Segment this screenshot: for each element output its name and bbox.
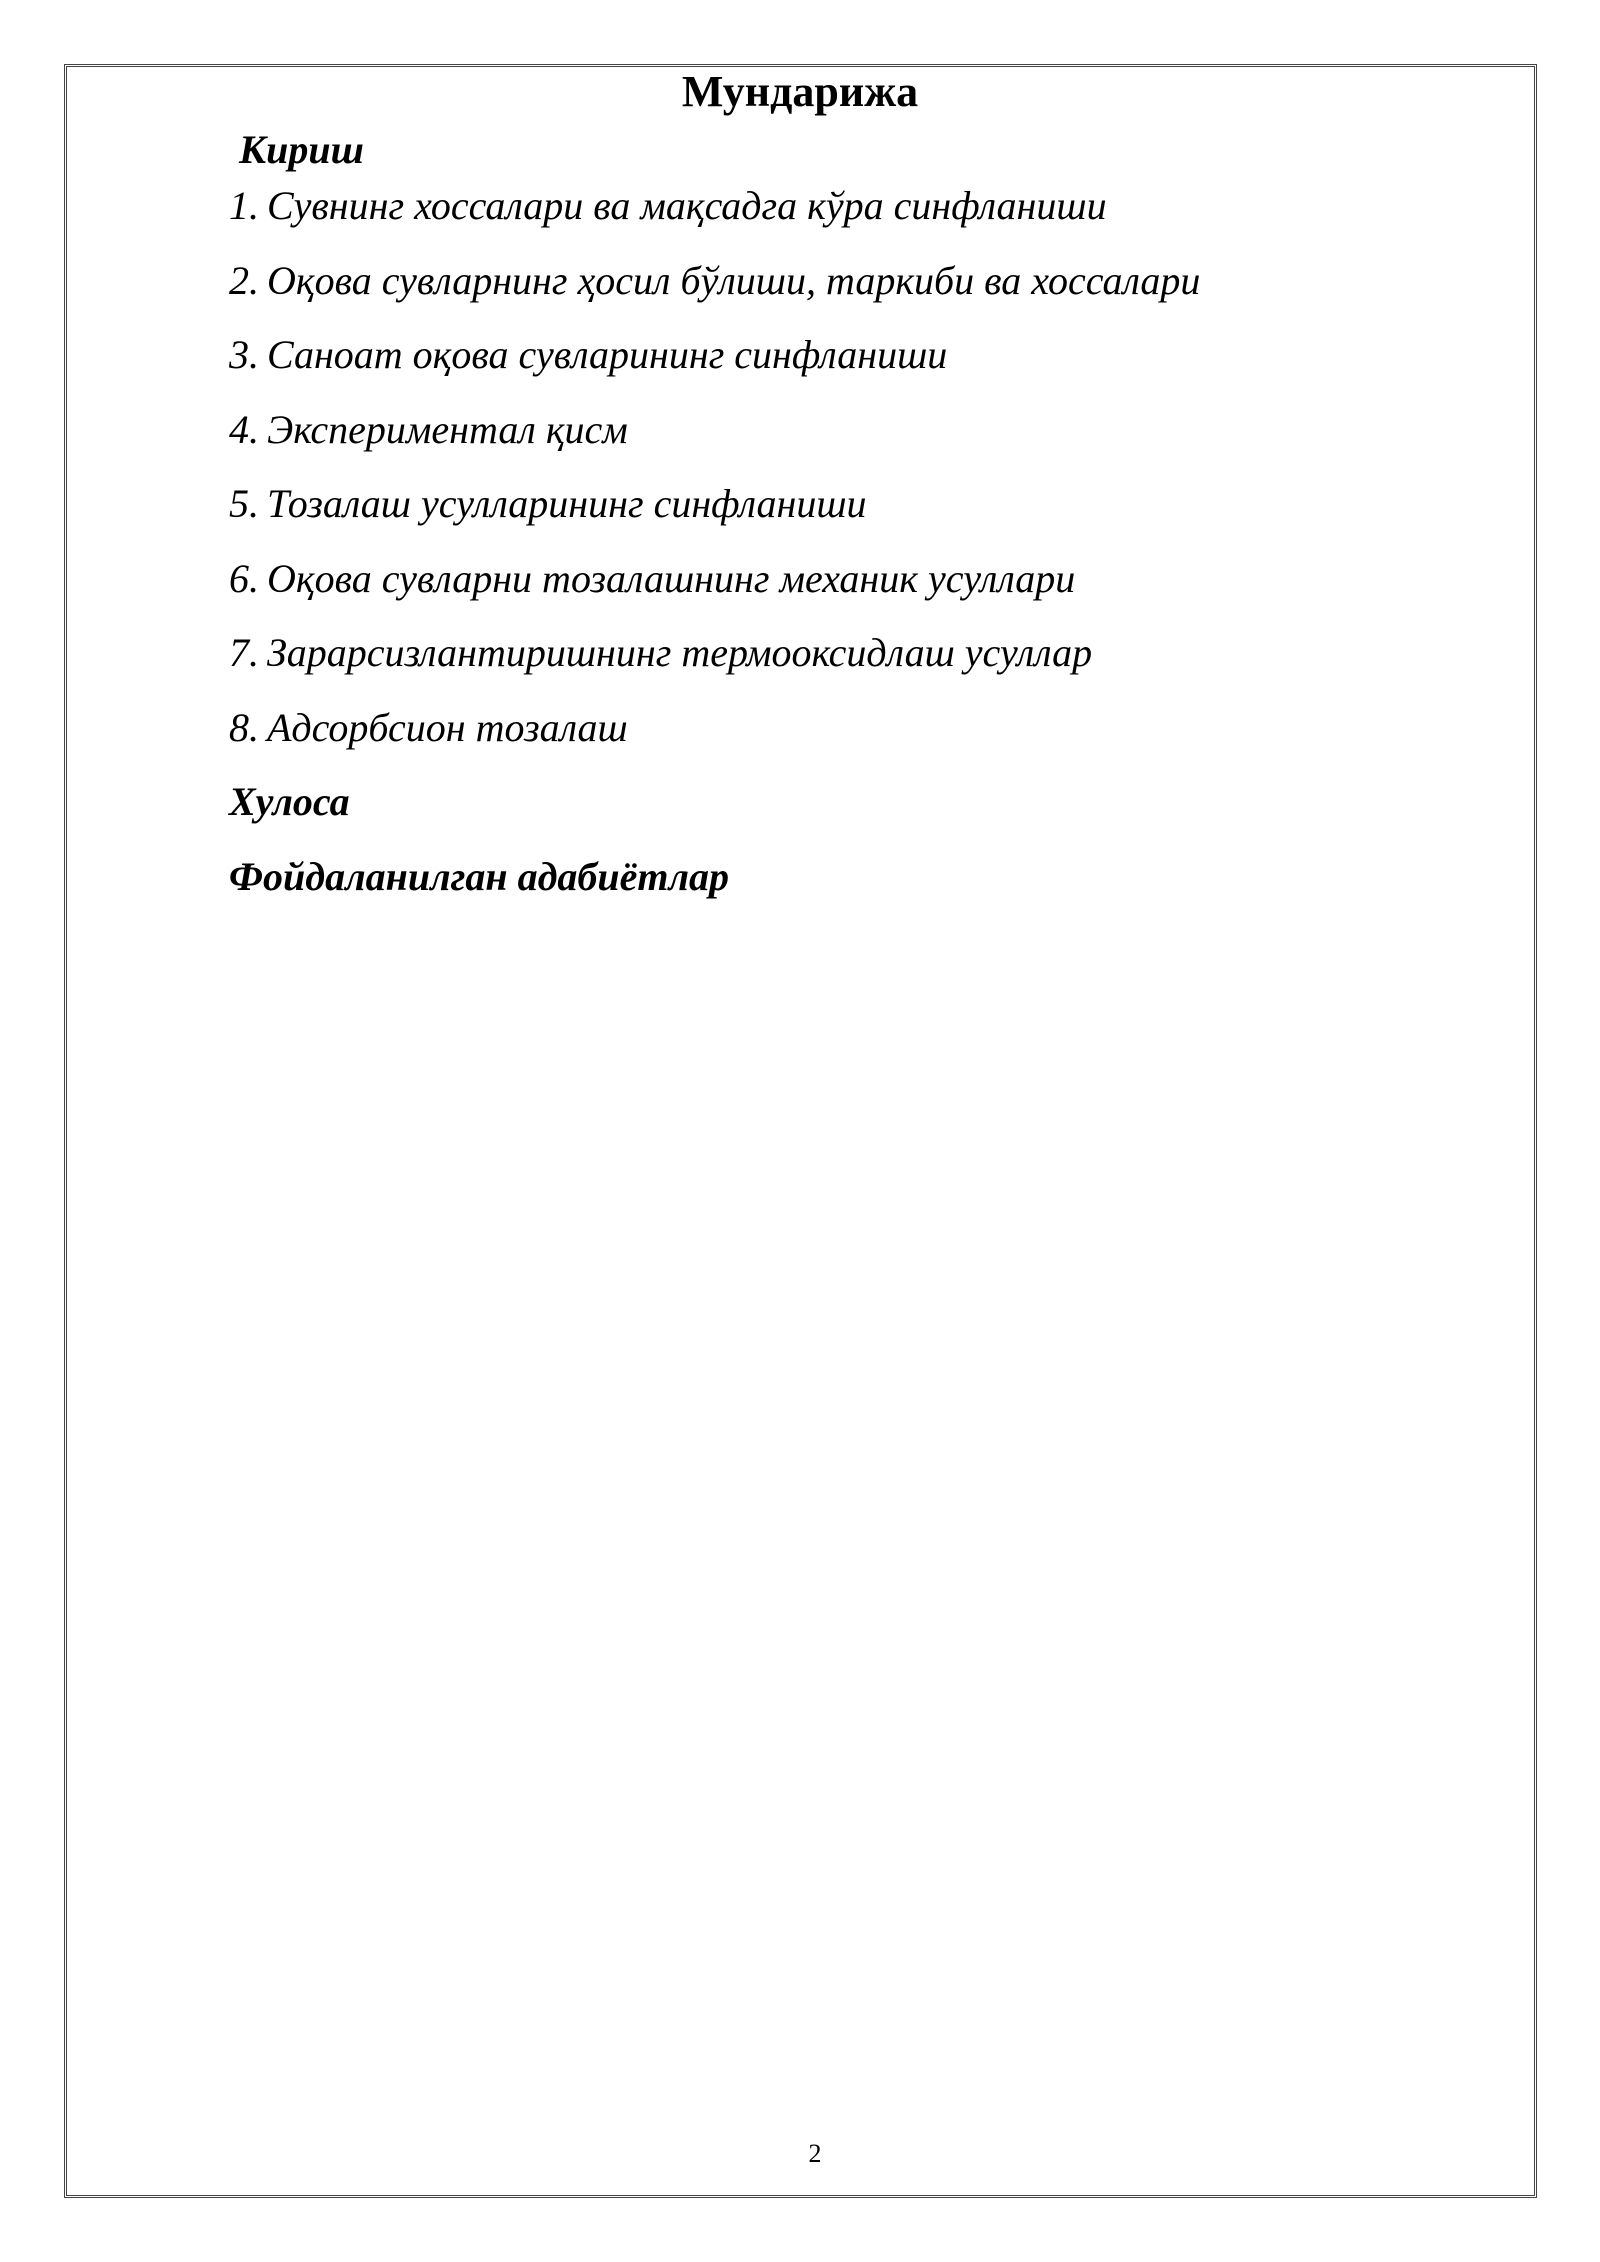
toc-item-number: 4. — [229, 406, 259, 452]
toc-item-label: Адсорбсион тозалаш — [267, 704, 628, 750]
toc-intro: Кириш — [239, 127, 364, 172]
toc-item-label: Экспериментал қисм — [267, 406, 628, 452]
toc-item — [229, 625, 1429, 700]
toc-item-number: 1. — [229, 183, 259, 228]
toc-item — [229, 178, 1429, 253]
page-title: Мундарижа — [681, 67, 919, 116]
toc-item-number: 6. — [229, 555, 259, 601]
toc-item — [229, 327, 1429, 402]
toc-references: Фойдаланилган адабиётлар — [229, 853, 730, 899]
toc-item-number: 2. — [229, 257, 259, 303]
table-of-contents — [229, 122, 1429, 923]
toc-list — [229, 178, 1429, 774]
toc-item — [229, 253, 1429, 328]
toc-item — [229, 402, 1429, 477]
toc-item-label: Тозалаш усулларининг синфланиши — [267, 481, 867, 526]
toc-conclusion: Хулоса — [229, 779, 350, 824]
toc-item-number: 7. — [229, 630, 259, 675]
toc-item — [229, 700, 1429, 775]
toc-item-label: Оқова сувларни тозалашнинг механик усуллари — [267, 555, 1076, 601]
toc-item — [229, 476, 1429, 551]
toc-item-number: 3. — [229, 332, 259, 377]
toc-item-number: 5. — [229, 481, 259, 526]
toc-item-label: Сувнинг хоссалари ва мақсадга кўра синфланиши — [267, 183, 1107, 228]
toc-item-label: Оқова сувларнинг ҳосил бўлиши, таркиби ва хоссалари — [267, 257, 1201, 303]
toc-item-label: Зарарсизлантиришнинг термооксидлаш усуллар — [267, 630, 1093, 675]
page-number: 2 — [808, 2139, 822, 2168]
toc-item-label: Саноат оқова сувларининг синфланиши — [267, 332, 948, 377]
toc-item-number: 8. — [229, 704, 259, 750]
toc-item — [229, 551, 1429, 626]
